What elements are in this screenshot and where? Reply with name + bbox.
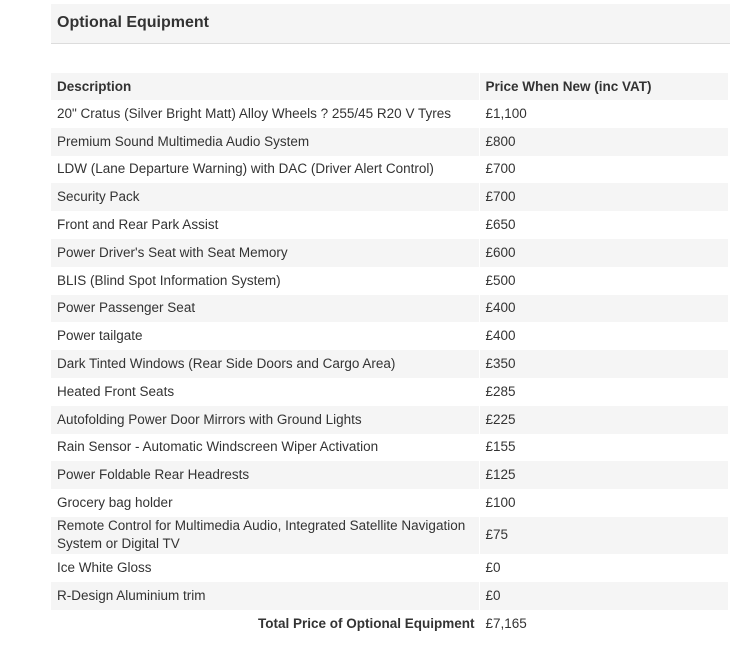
row-description: Autofolding Power Door Mirrors with Ground Lights [51,406,479,434]
row-description: Grocery bag holder [51,489,479,517]
row-price: £125 [479,461,728,489]
row-price: £350 [479,350,728,378]
section-title: Optional Equipment [57,14,209,31]
row-description: Ice White Gloss [51,554,479,582]
total-row [51,610,728,638]
row-price: £650 [479,211,728,239]
row-description: 20" Cratus (Silver Bright Matt) Alloy Wheels ? 255/45 R20 V Tyres [51,100,479,128]
row-price: £155 [479,434,728,462]
table-row [51,582,728,610]
row-description: BLIS (Blind Spot Information System) [51,267,479,295]
section-header [51,4,730,44]
row-description: Remote Control for Multimedia Audio, Integrated Satellite Navigation System or Digital TV [51,517,479,554]
table-row [51,183,728,211]
row-price: £600 [479,239,728,267]
row-price: £800 [479,128,728,156]
row-description: Front and Rear Park Assist [51,211,479,239]
row-price: £700 [479,156,728,184]
row-description: Premium Sound Multimedia Audio System [51,128,479,156]
table-row [51,406,728,434]
row-price: £75 [479,517,728,554]
table-row [51,267,728,295]
row-description: LDW (Lane Departure Warning) with DAC (Driver Alert Control) [51,156,479,184]
table-row [51,100,728,128]
table-row [51,434,728,462]
total-value: £7,165 [479,610,728,638]
row-description: Power Foldable Rear Headrests [51,461,479,489]
table-row [51,128,728,156]
table-row [51,350,728,378]
row-description: Heated Front Seats [51,378,479,406]
table-row [51,554,728,582]
table-row [51,461,728,489]
row-price: £700 [479,183,728,211]
row-price: £0 [479,582,728,610]
row-description: Dark Tinted Windows (Rear Side Doors and Cargo Area) [51,350,479,378]
row-description: Rain Sensor - Automatic Windscreen Wiper Activation [51,434,479,462]
row-description: Power Driver's Seat with Seat Memory [51,239,479,267]
table-row [51,156,728,184]
row-description: Power tailgate [51,322,479,350]
row-price: £100 [479,489,728,517]
row-description: R-Design Aluminium trim [51,582,479,610]
table-row [51,517,728,554]
table-row [51,378,728,406]
column-header-description: Description [51,73,479,100]
row-description: Security Pack [51,183,479,211]
table-header-row [51,73,728,100]
table-row [51,489,728,517]
row-price: £400 [479,322,728,350]
table-row [51,295,728,323]
row-price: £285 [479,378,728,406]
total-label: Total Price of Optional Equipment [51,610,479,638]
table-row [51,239,728,267]
row-description: Power Passenger Seat [51,295,479,323]
row-price: £500 [479,267,728,295]
optional-equipment-table [51,73,729,638]
row-price: £400 [479,295,728,323]
row-price: £225 [479,406,728,434]
row-price: £0 [479,554,728,582]
row-price: £1,100 [479,100,728,128]
column-header-price: Price When New (inc VAT) [479,73,728,100]
table-row [51,211,728,239]
table-row [51,322,728,350]
